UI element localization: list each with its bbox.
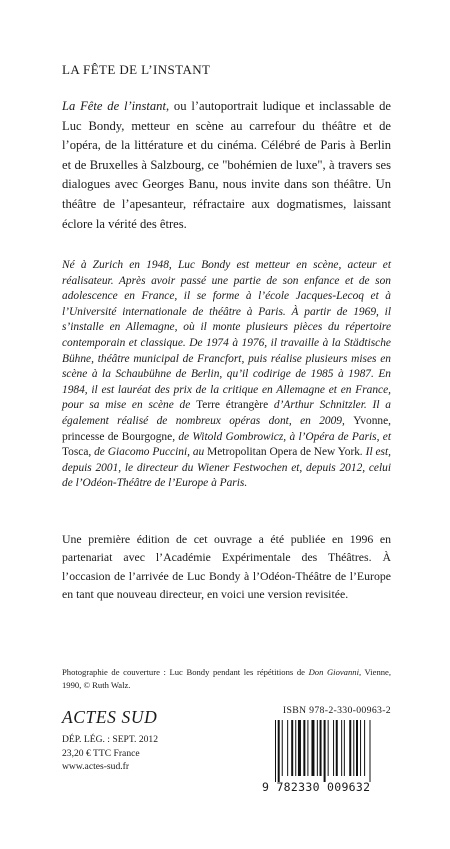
bio-part-3: , de Witold Gombrowicz, à l’Opéra de Paris, et [172, 430, 391, 443]
summary-title-italic: La Fête de l’instant [62, 99, 166, 113]
credit-part-2: , Vienne, 1990, © Ruth Walz. [62, 667, 392, 690]
price: 23,20 € TTC France [62, 747, 140, 759]
bio-part-2: d’Arthur Schnitzler. Il a également réalisé de nombreux opéras dont, en 2009, [62, 399, 391, 427]
publication-info [62, 733, 222, 774]
bio-work-4: Metropolitan Opera de New York [207, 446, 360, 459]
edition-note-paragraph: Une première édition de cet ouvrage a été publiée en 1996 en partenariat avec l’Académie Expérimentale des Théâtres. À l’occasion de l’arrivée de Luc Bondy à l’Odéon-Théâtre de l’Europe en tant que nouveau directeur, en voici une version revisitée. [62, 532, 391, 602]
bio-work-3: Tosca [62, 446, 89, 459]
bio-part-1: Né à Zurich en 1948, Luc Bondy est metteur en scène, acteur et réalisateur. Après avoir passé une partie de son enfance et de son adolescence en France, il se forme à l’école Jacques-Lecoq et à l’Université internationale de théâtre à Paris. À partir de 1969, il s’installe en Allemagne, où il monte plusieurs pièces du répertoire contemporain et classique. De 1974 à 1976, il travaille à la Städtische Bühne, théâtre municipal de Francfort, puis réalise plusieurs mises en scène à la Schaubühne de Berlin, qu’il codirige de 1985 à 1987. En 1984, il est lauréat des prix de la critique en Allemagne et en France, pour sa mise en scène de [62, 259, 391, 412]
legal-deposit: DÉP. LÉG. : SEPT. 2012 [62, 734, 159, 745]
summary-paragraph [62, 97, 391, 234]
bio-work-1: Terre étrangère [196, 399, 269, 412]
summary-text: , ou l’autoportrait ludique et inclassable de Luc Bondy, metteur en scène au carrefour du théâtre et de l’opéra, de la littérature et du cinéma. Célébré de Paris à Berlin et de Bruxelles à Salzbourg, ce "bohémien de luxe", à travers ses dialogues avec Georges Banu, nous invite dans son théâtre. Un théâtre de l’apesanteur, réfractaire aux dogmatismes, laissant éclore la vérité des êtres. [62, 99, 391, 231]
bio-part-5: . Il est, depuis 2001, le directeur du Wiener Festwochen et, depuis 2012, celui de l’Odéon-Théâtre de l’Europe à Paris. [62, 446, 391, 490]
bio-work-2: Yvonne, princesse de Bourgogne [62, 414, 391, 443]
author-bio-paragraph [62, 258, 391, 492]
website: www.actes-sud.fr [62, 761, 130, 773]
bio-part-4: , de Giacomo Puccini, au [88, 446, 208, 459]
isbn-label: ISBN 978-2-330-00963-2 [282, 705, 391, 716]
barcode-digits: 9 782330 009632 [262, 780, 371, 794]
publisher-logo: ACTES SUD [62, 707, 158, 727]
photo-credit [62, 666, 391, 691]
credit-work: Don Giovanni [308, 667, 359, 677]
book-title: LA FÊTE DE L’INSTANT [62, 62, 211, 77]
credit-part-1: Photographie de couverture : Luc Bondy pendant les répétitions de [62, 667, 309, 677]
